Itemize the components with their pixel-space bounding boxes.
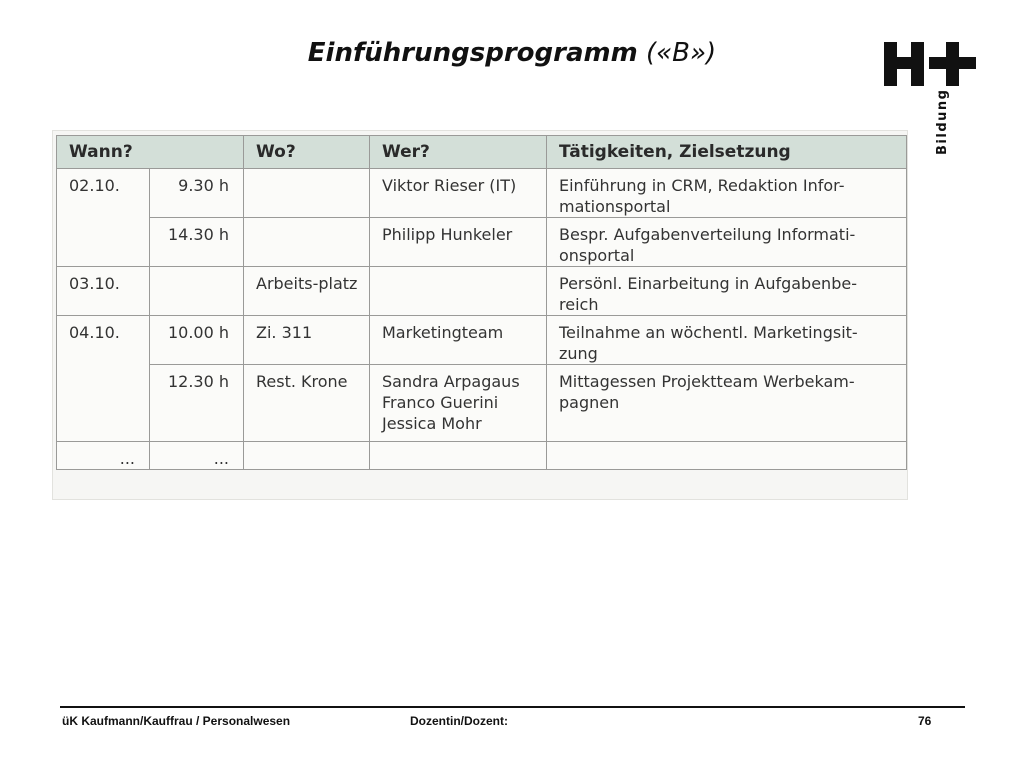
who-cell — [370, 267, 547, 316]
header-wann: Wann? — [57, 136, 244, 169]
schedule-table — [56, 135, 907, 470]
footer-lecturer: Dozentin/Dozent: — [410, 714, 508, 728]
time-cell — [150, 267, 244, 316]
date-cell: 03.10. — [57, 267, 150, 316]
activity-cell: Einführung in CRM, Redaktion Infor-mationsportal — [547, 169, 907, 218]
page-number: 76 — [918, 714, 932, 728]
header-wer: Wer? — [370, 136, 547, 169]
footer-course: üK Kaufmann/Kauffrau / Personalwesen — [62, 714, 291, 728]
table-row — [57, 267, 907, 316]
time-cell: ... — [150, 442, 244, 470]
who-cell: Marketingteam — [370, 316, 547, 365]
table-row — [57, 218, 907, 267]
who-cell: Philipp Hunkeler — [370, 218, 547, 267]
title-tail: («B») — [637, 38, 717, 68]
table-row — [57, 365, 907, 442]
table-row — [57, 316, 907, 365]
logo-word: Bildung — [935, 88, 950, 155]
table-row — [57, 442, 907, 470]
where-cell — [244, 218, 370, 267]
title-main: Einführungsprogramm — [307, 38, 638, 68]
where-cell: Zi. 311 — [244, 316, 370, 365]
date-cell: ... — [57, 442, 150, 470]
date-cell: 02.10. — [57, 169, 150, 267]
slide-title — [0, 38, 1024, 68]
date-cell: 04.10. — [57, 316, 150, 442]
table-row — [57, 169, 907, 218]
header-wo: Wo? — [244, 136, 370, 169]
activity-cell: Persönl. Einarbeitung in Aufgabenbe-reich — [547, 267, 907, 316]
activity-cell: Teilnahme an wöchentl. Marketingsit-zung — [547, 316, 907, 365]
where-cell — [244, 442, 370, 470]
footer-divider — [60, 706, 965, 708]
time-cell: 14.30 h — [150, 218, 244, 267]
where-cell: Rest. Krone — [244, 365, 370, 442]
activity-cell: Mittagessen Projektteam Werbekam-pagnen — [547, 365, 907, 442]
where-cell: Arbeits-platz — [244, 267, 370, 316]
who-cell: Sandra Arpagaus Franco Guerini Jessica Mohr — [370, 365, 547, 442]
time-cell: 10.00 h — [150, 316, 244, 365]
who-cell — [370, 442, 547, 470]
time-cell: 12.30 h — [150, 365, 244, 442]
where-cell — [244, 169, 370, 218]
who-cell: Viktor Rieser (IT) — [370, 169, 547, 218]
time-cell: 9.30 h — [150, 169, 244, 218]
activity-cell — [547, 442, 907, 470]
header-taetigkeiten: Tätigkeiten, Zielsetzung — [547, 136, 907, 169]
table-header-row — [57, 136, 907, 169]
activity-cell: Bespr. Aufgabenverteilung Informati-onsportal — [547, 218, 907, 267]
